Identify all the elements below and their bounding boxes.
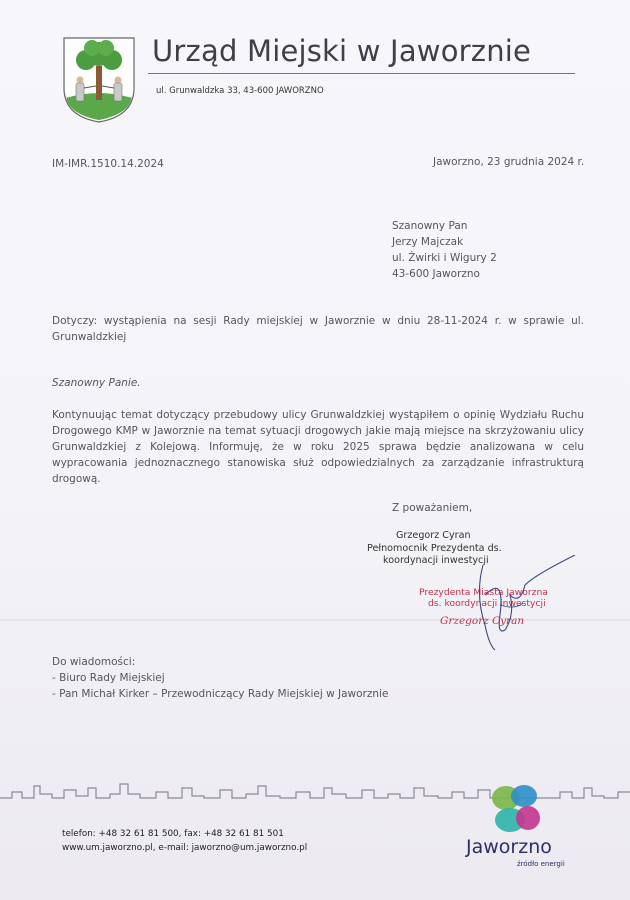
header-divider xyxy=(148,73,575,74)
letter-closing: Z poważaniem, xyxy=(392,502,473,514)
footer-web: www.um.jaworzno.pl, e-mail: jaworzno@um.jaworzno.pl xyxy=(62,843,308,853)
recipient-line: Jerzy Majczak xyxy=(392,236,464,248)
jaworzno-logo-tagline: źródło energii xyxy=(517,860,565,868)
stamp-line: ds. koordynacji inwestycji xyxy=(428,598,546,609)
footer-phone: telefon: +48 32 61 81 500, fax: +48 32 61 81 501 xyxy=(62,829,284,839)
coat-of-arms-icon xyxy=(62,36,136,124)
jaworzno-logo-icon xyxy=(484,780,544,840)
cc-item: - Pan Michał Kirker – Przewodniczący Rady Miejskiej w Jaworznie xyxy=(52,688,389,700)
signatory-title: koordynacji inwestycji xyxy=(383,555,489,566)
recipient-line: ul. Żwirki i Wigury 2 xyxy=(392,252,497,264)
letter-date: Jaworzno, 23 grudnia 2024 r. xyxy=(433,156,585,168)
recipient-line: 43-600 Jaworzno xyxy=(392,268,480,280)
recipient-line: Szanowny Pan xyxy=(392,220,468,232)
organization-address: ul. Grunwaldzka 33, 43-600 JAWORZNO xyxy=(156,86,324,96)
stamp-line: Prezydenta Miasta Jaworzna xyxy=(419,587,548,598)
letter-body: Kontynuując temat dotyczący przebudowy ulicy Grunwaldzkiej wystąpiłem o opinię Wydziału Ruchu Drogowego KMP w Jaworznie na temat sytuacji drogowych jakie mają miejsce na skrzyżowaniu ulicy Grunwaldzkiej z Kolejową. Informuję, że w roku 2025 sprawa będzie analizowana w celu wypracowania jednoznacznego stanowiska służ odpowiedzialnych za zarządzanie infrastrukturą drogową. xyxy=(52,409,584,485)
handwritten-signature-icon xyxy=(465,555,580,655)
signatory-title: Pełnomocnik Prezydenta ds. xyxy=(367,543,502,554)
jaworzno-logo-name: Jaworzno xyxy=(466,836,552,858)
letter-subject: Dotyczy: wystąpienia na sesji Rady miejskiej w Jaworznie w dniu 28-11-2024 r. w sprawie ul. Grunwaldzkiej xyxy=(52,315,584,343)
letter-salutation: Szanowny Panie. xyxy=(52,377,141,389)
organization-name: Urząd Miejski w Jaworznie xyxy=(152,34,532,68)
reference-number: IM-IMR.1510.14.2024 xyxy=(52,158,164,170)
cc-heading: Do wiadomości: xyxy=(52,656,136,668)
stamp-name: Grzegorz Cyran xyxy=(440,615,525,627)
signatory-name: Grzegorz Cyran xyxy=(396,530,471,541)
cc-item: - Biuro Rady Miejskiej xyxy=(52,672,165,684)
